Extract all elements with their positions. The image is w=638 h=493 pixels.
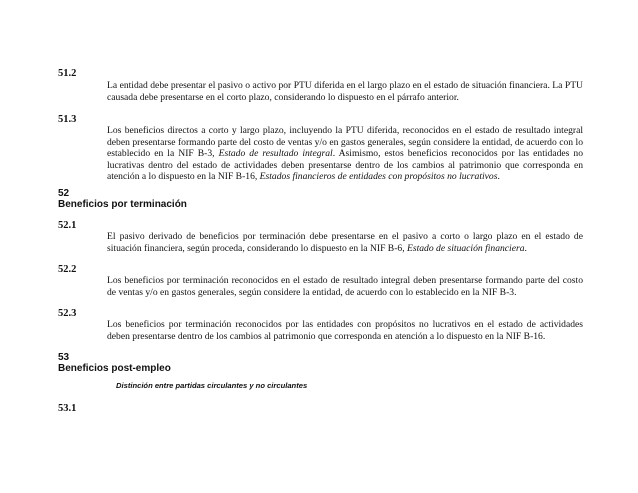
subheading-53: Distinción entre partidas circulantes y no circulantes [116, 381, 308, 390]
section-number-53: 53 [58, 352, 70, 363]
paragraph-51-3: Los beneficios directos a corto y largo plazo, incluyendo la PTU diferida, reconocidos en el estado de resultado integral deben presentarse formando parte del costo de ventas y/o en gastos generales, según considere la entidad, de acuerdo con lo establecido en la NIF B-3, Estado de resultado integral. Asimismo, estos beneficios reconocidos por las entidades no lucrativas dentro del estado de actividades deben presentarse dentro de los cambios al patrimonio que corresponda en atención a lo dispuesto en la NIF B-16, Estados financieros de entidades con propósitos no lucrativos. [107, 125, 584, 183]
paragraph-52-3: Los beneficios por terminación reconocidos por las entidades con propósitos no lucrativos en el estado de actividades deben presentarse dentro de los cambios al patrimonio que corresponda en atención a lo dispuesto en la NIF B-16. [107, 319, 583, 342]
section-number-52-1: 52.1 [58, 220, 77, 231]
italic-ref-nif-b3: Estado de resultado integral [218, 148, 333, 160]
section-title-53: Beneficios post-empleo [58, 363, 171, 374]
section-number-51-2: 51.2 [58, 68, 77, 79]
italic-ref-nif-b16: Estados financieros de entidades con propósitos no lucrativos [259, 171, 498, 183]
section-number-53-1: 53.1 [58, 403, 77, 414]
section-number-52-3: 52.3 [58, 308, 77, 319]
italic-ref-nif-b6: Estado de situación financiera [407, 242, 525, 254]
section-number-51-3: 51.3 [58, 114, 77, 125]
paragraph-51-2: La entidad debe presentar el pasivo o activo por PTU diferida en el largo plazo en el estado de situación financiera. La PTU causada debe presentarse en el corto plazo, considerando lo dispuesto en el párrafo anterior. [107, 80, 583, 103]
paragraph-52-2: Los beneficios por terminación reconocidos en el estado de resultado integral deben presentarse formando parte del costo de ventas y/o en gastos generales, según considere la entidad, de acuerdo con lo establecido en la NIF B-3. [107, 275, 583, 298]
paragraph-52-1: El pasivo derivado de beneficios por terminación debe presentarse en el pasivo a corto o largo plazo en el estado de situación financiera, según proceda, considerando lo dispuesto en la NIF B-6, Estado de situación financiera. [107, 231, 583, 254]
section-number-52: 52 [58, 188, 70, 199]
section-number-52-2: 52.2 [58, 264, 77, 275]
section-title-52: Beneficios por terminación [58, 199, 187, 210]
